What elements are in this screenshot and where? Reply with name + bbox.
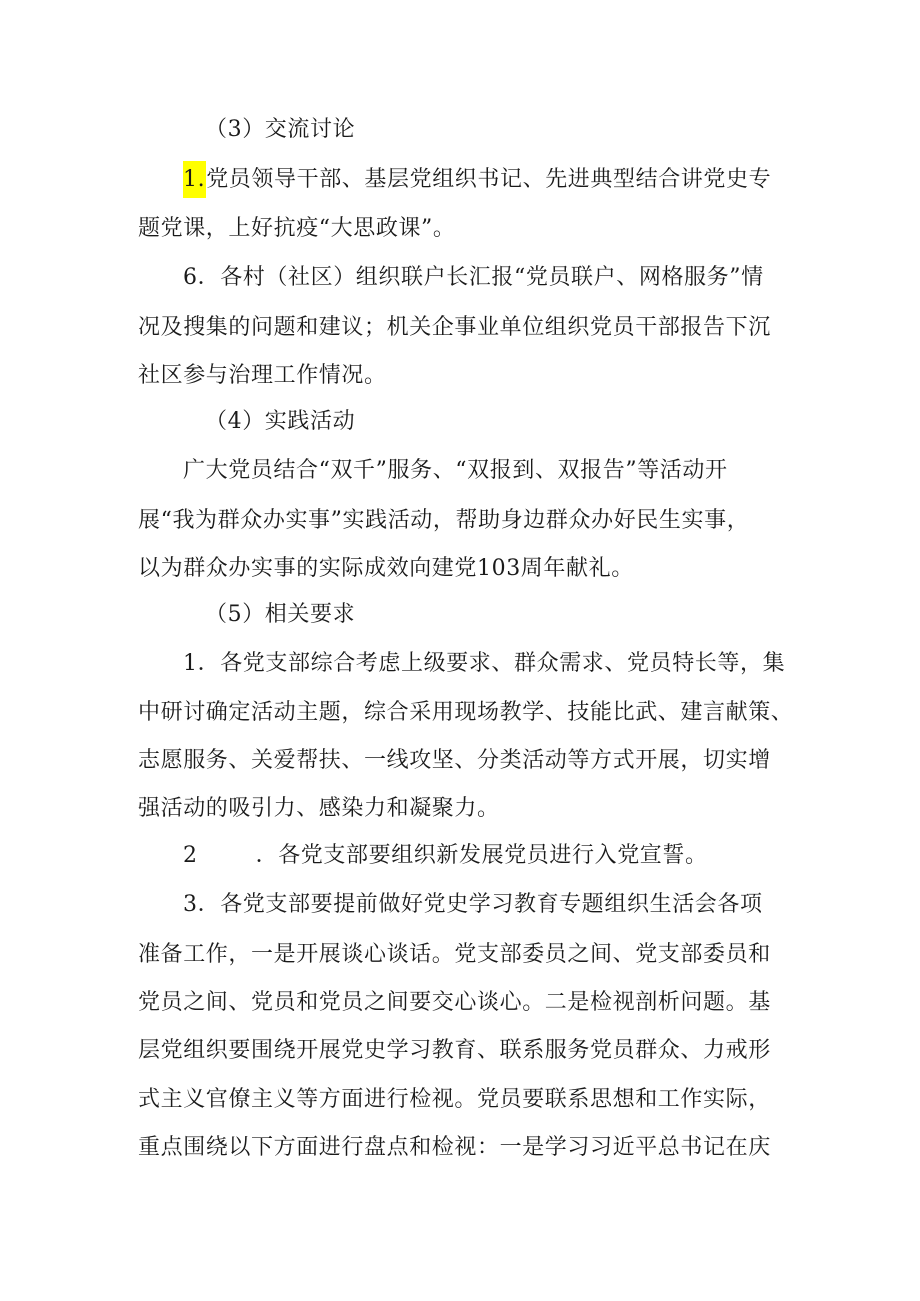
requirement-2-line [183, 841, 708, 871]
requirement-3-line-6: 重点围绕以下方面进行盘点和检视：一是学习习近平总书记在庆 [138, 1135, 771, 1160]
requirement-3-line-4: 层党组织要围绕开展党史学习教育、联系服务党员群众、力戒形 [138, 1038, 771, 1063]
requirement-1-line-4: 强活动的吸引力、感染力和凝聚力。 [138, 796, 500, 821]
section-4-heading: （4）实践活动 [205, 409, 356, 434]
item-1-line-1 [183, 165, 771, 195]
section-4-line-2: 展“我为群众办实事”实践活动，帮助身边群众办好民生实事， [138, 508, 750, 533]
requirement-1-line-1: 1．各党支部综合考虑上级要求、群众需求、党员特长等，集 [183, 651, 786, 676]
section-4-line-1: 广大党员结合“双千”服务、“双报到、双报告”等活动开 [183, 458, 728, 483]
requirement-3-line-3: 党员之间、党员和党员之间要交心谈心。二是检视剖析问题。基 [138, 990, 771, 1015]
item-1-text: 党员领导干部、基层党组织书记、先进典型结合讲党史专 [206, 167, 772, 192]
section-4-line-3: 以为群众办实事的实际成效向建党103周年献礼。 [138, 556, 634, 581]
requirement-2-text: ．各党支部要组织新发展党员进行入党宣誓。 [255, 843, 708, 868]
item-1-line-2: 题党课，上好抗疫“大思政课”。 [138, 216, 456, 241]
requirement-3-line-5: 式主义官僚主义等方面进行检视。党员要联系思想和工作实际， [138, 1087, 771, 1112]
item-6-line-1: 6．各村（社区）组织联户长汇报“党员联户、网格服务”情 [183, 265, 764, 290]
requirement-2-number: 2 [183, 843, 198, 868]
item-1-highlighted-marker: 1. [183, 161, 206, 198]
section-5-heading: （5）相关要求 [205, 602, 356, 627]
requirement-3-line-1: 3．各党支部要提前做好党史学习教育专题组织生活会各项 [183, 892, 763, 917]
item-6-line-2: 况及搜集的问题和建议；机关企事业单位组织党员干部报告下沉 [138, 315, 771, 340]
section-3-heading: （3）交流讨论 [205, 117, 356, 142]
requirement-1-line-2: 中研讨确定活动主题，综合采用现场教学、技能比武、建言献策、 [138, 700, 794, 725]
item-6-line-3: 社区参与治理工作情况。 [138, 363, 387, 388]
requirement-1-line-3: 志愿服务、关爱帮扶、一线攻坚、分类活动等方式开展，切实增 [138, 748, 771, 773]
requirement-3-line-2: 准备工作，一是开展谈心谈话。党支部委员之间、党支部委员和 [138, 942, 771, 967]
